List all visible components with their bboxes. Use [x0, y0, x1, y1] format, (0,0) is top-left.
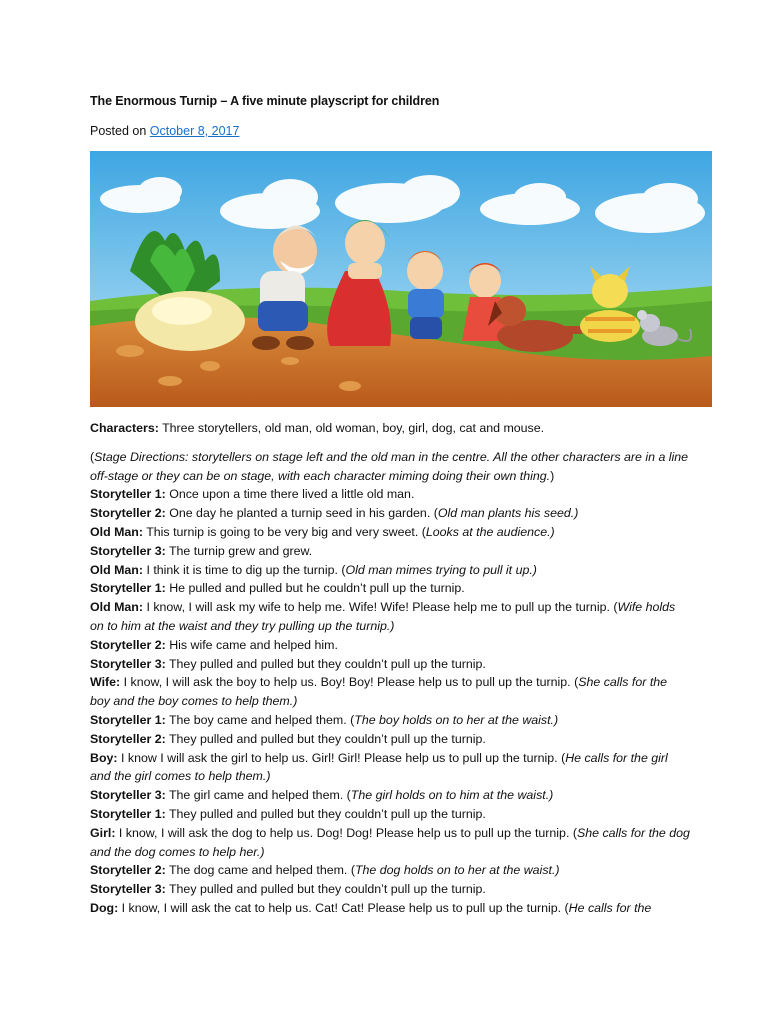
line-speaker: Storyteller 1: — [90, 581, 166, 596]
line-text: I know, I will ask the dog to help us. Dog! Dog! Please help us to pull up the turnip. ( — [115, 825, 577, 840]
post-meta — [90, 124, 690, 138]
line-direction: He calls for the — [568, 900, 652, 915]
post-title: The Enormous Turnip – A five minute playscript for children — [90, 94, 440, 108]
script-line — [90, 673, 690, 711]
posted-label: Posted on — [90, 124, 147, 138]
line-text: Three storytellers, old man, old woman, boy, girl, dog, cat and mouse. — [158, 421, 545, 435]
line-direction: Old man plants his seed.) — [437, 506, 579, 521]
line-speaker: Wife: — [90, 675, 121, 690]
line-direction: Wife holds on to him at the waist and they try pulling up the turnip.) — [90, 600, 676, 633]
line-text: They pulled and pulled but they couldn’t pull up the turnip. — [165, 806, 486, 821]
script-line — [90, 711, 690, 730]
line-speaker: Storyteller 2: — [90, 863, 166, 878]
boy — [407, 251, 444, 339]
line-text: He pulled and pulled but he couldn’t pull up the turnip. — [165, 581, 465, 596]
stage-directions-text: Stage Directions: storytellers on stage left and the old man in the centre. All the other characters are in a line off-stage or they can be on stage, with each character miming doing their own thing. — [90, 449, 689, 483]
line-text: They pulled and pulled but they couldn’t pull up the turnip. — [165, 882, 486, 897]
line-speaker: Storyteller 3: — [90, 543, 166, 558]
line-text: The boy came and helped them. ( — [165, 712, 355, 727]
line-speaker: Storyteller 1: — [90, 487, 166, 502]
line-text: They pulled and pulled but they couldn’t pull up the turnip. — [165, 731, 486, 746]
line-text: This turnip is going to be very big and very sweet. ( — [143, 524, 426, 539]
script-line — [90, 504, 690, 523]
post-header — [90, 94, 690, 138]
playscript — [90, 419, 690, 918]
characters-line — [90, 419, 690, 438]
line-speaker: Storyteller 2: — [90, 731, 166, 746]
line-text: I know, I will ask the cat to help us. Cat! Cat! Please help us to pull up the turnip. ( — [118, 900, 569, 915]
line-speaker: Storyteller 3: — [90, 656, 166, 671]
line-speaker: Old Man: — [90, 562, 143, 577]
line-text: They pulled and pulled but they couldn’t pull up the turnip. — [165, 656, 486, 671]
line-text: His wife came and helped him. — [165, 637, 338, 652]
script-line — [90, 899, 690, 918]
script-line — [90, 880, 690, 899]
script-line — [90, 861, 690, 880]
line-text: I know, I will ask the boy to help us. Boy! Boy! Please help us to pull up the turnip. ( — [120, 675, 579, 690]
script-line — [90, 485, 690, 504]
script-line — [90, 561, 690, 580]
line-text: I think it is time to dig up the turnip. ( — [143, 562, 346, 577]
line-speaker: Boy: — [90, 750, 118, 765]
script-line — [90, 523, 690, 542]
posted-date-link[interactable]: October 8, 2017 — [149, 124, 240, 138]
line-speaker: Dog: — [90, 900, 119, 915]
line-speaker: Characters: — [90, 421, 159, 435]
turnip-illustration — [90, 151, 712, 407]
script-line — [90, 636, 690, 655]
script-line — [90, 655, 690, 674]
line-text: I know I will ask the girl to help us. Girl! Girl! Please help us to pull up the turnip. ( — [117, 750, 566, 765]
line-speaker: Girl: — [90, 825, 116, 840]
line-text: The girl came and helped them. ( — [165, 788, 351, 803]
line-direction: The girl holds on to him at the waist.) — [350, 788, 554, 803]
script-line — [90, 786, 690, 805]
line-speaker: Storyteller 2: — [90, 506, 166, 521]
line-text: The dog came and helped them. ( — [165, 863, 355, 878]
line-text: The turnip grew and grew. — [165, 543, 313, 558]
line-speaker: Storyteller 1: — [90, 806, 166, 821]
line-direction: Looks at the audience.) — [425, 524, 555, 539]
line-direction: The dog holds on to her at the waist.) — [354, 863, 560, 878]
line-speaker: Storyteller 3: — [90, 882, 166, 897]
line-speaker: Old Man: — [90, 600, 143, 615]
script-line — [90, 805, 690, 824]
line-text: Once upon a time there lived a little old man. — [165, 487, 415, 502]
script-lines — [90, 485, 690, 917]
line-speaker: Storyteller 3: — [90, 788, 166, 803]
script-line — [90, 824, 690, 862]
line-direction: Old man mimes trying to pull it up.) — [345, 562, 537, 577]
script-line — [90, 749, 690, 787]
line-text: One day he planted a turnip seed in his garden. ( — [165, 506, 438, 521]
line-direction: She calls for the dog and the dog comes to help her.) — [90, 825, 690, 859]
script-line — [90, 579, 690, 598]
script-line — [90, 730, 690, 749]
line-speaker: Old Man: — [90, 524, 143, 539]
line-direction: He calls for the girl and the girl comes to help them.) — [90, 750, 668, 784]
line-direction: She calls for the boy and the boy comes to help them.) — [90, 675, 668, 709]
script-line — [90, 598, 690, 636]
line-text: I know, I will ask my wife to help me. Wife! Wife! Please help me to pull up the turnip. ( — [143, 600, 618, 615]
line-speaker: Storyteller 2: — [90, 637, 166, 652]
line-direction: The boy holds on to her at the waist.) — [354, 712, 559, 727]
line-speaker: Storyteller 1: — [90, 712, 166, 727]
stage-directions: (Stage Directions: storytellers on stage left and the old man in the centre. All the other characters are in a line off-stage or they can be on stage, with each character miming doing their own thing.) — [90, 449, 689, 483]
script-line — [90, 542, 690, 561]
